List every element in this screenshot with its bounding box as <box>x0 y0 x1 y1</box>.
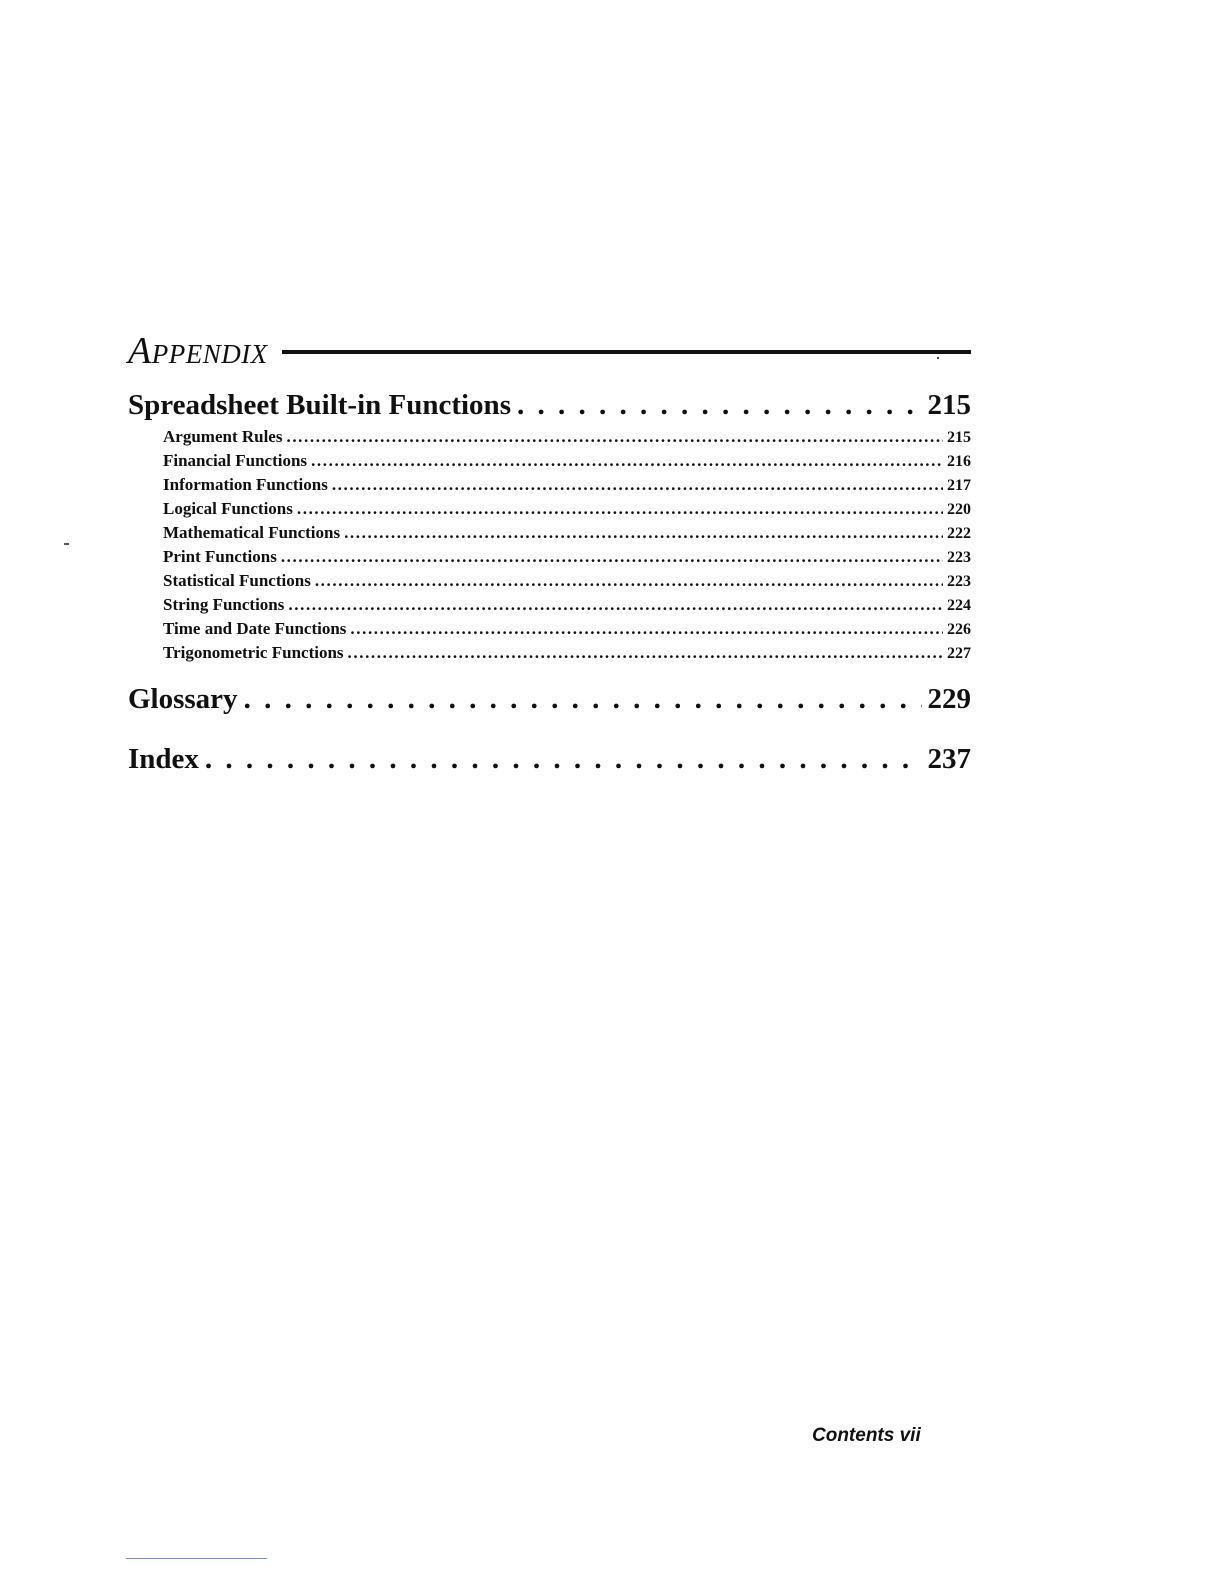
dot-leader <box>350 619 943 639</box>
toc-entry-string-functions[interactable] <box>163 595 971 615</box>
page-footer: Contents vii <box>812 1425 921 1446</box>
toc-entry-label: Mathematical Functions <box>163 523 341 542</box>
appendix-rule <box>282 350 971 354</box>
toc-entry-mathematical-functions[interactable] <box>163 523 971 543</box>
dot-leader <box>281 547 943 567</box>
dot-leader <box>205 743 922 776</box>
toc-entry-label: Logical Functions <box>163 499 293 518</box>
toc-entry-financial-functions[interactable] <box>163 451 971 471</box>
toc-entry-page: 226 <box>947 621 971 638</box>
toc-entry-label: Statistical Functions <box>163 571 311 590</box>
appendix-title <box>128 332 268 370</box>
toc-entry-label: Print Functions <box>163 547 277 566</box>
toc-entry-spreadsheet-functions[interactable] <box>128 389 971 422</box>
toc-entry-information-functions[interactable] <box>163 475 971 495</box>
toc-entry-label: Index <box>128 743 199 775</box>
toc-entry-label: Spreadsheet Built-in Functions <box>128 389 511 421</box>
dot-leader <box>348 643 943 663</box>
dot-leader <box>288 595 943 615</box>
toc-entry-label: String Functions <box>163 595 285 614</box>
dot-leader <box>286 427 943 447</box>
toc-entry-label: Information Functions <box>163 475 328 494</box>
toc-entry-label: Trigonometric Functions <box>163 643 344 662</box>
toc-entry-argument-rules[interactable] <box>163 427 971 447</box>
toc-entry-logical-functions[interactable] <box>163 499 971 519</box>
toc-entry-page: 215 <box>927 389 971 421</box>
toc-entry-time-and-date-functions[interactable] <box>163 619 971 639</box>
toc-entry-statistical-functions[interactable] <box>163 571 971 591</box>
toc-entry-page: 215 <box>947 429 971 446</box>
toc-entry-print-functions[interactable] <box>163 547 971 567</box>
toc-entry-page: 222 <box>947 525 971 542</box>
appendix-title-rest: PPENDIX <box>151 339 268 369</box>
toc-entry-label: Argument Rules <box>163 427 283 446</box>
toc-entry-trigonometric-functions[interactable] <box>163 643 971 663</box>
dot-leader <box>315 571 943 591</box>
toc-entry-page: 223 <box>947 549 971 566</box>
appendix-title-initial: A <box>128 330 152 372</box>
dot-leader <box>244 683 922 716</box>
toc-entry-page: 223 <box>947 573 971 590</box>
toc-entry-label: Glossary <box>128 683 238 715</box>
toc-entry-page: 229 <box>927 683 971 715</box>
stray-mark <box>64 543 69 545</box>
dot-leader <box>311 451 943 471</box>
toc-entry-page: 217 <box>947 477 971 494</box>
toc-entry-page: 220 <box>947 501 971 518</box>
toc-entry-label: Time and Date Functions <box>163 619 347 638</box>
appendix-header <box>128 326 971 376</box>
bottom-rule <box>126 1558 267 1559</box>
toc-entry-page: 237 <box>927 743 971 775</box>
toc-entry-page: 216 <box>947 453 971 470</box>
dot-leader <box>332 475 943 495</box>
toc-entry-page: 224 <box>947 597 971 614</box>
toc-entry-index[interactable] <box>128 743 971 776</box>
toc-entry-glossary[interactable] <box>128 683 971 716</box>
dot-leader <box>517 389 922 422</box>
dot-leader <box>344 523 943 543</box>
dot-leader <box>297 499 943 519</box>
toc-entry-page: 227 <box>947 645 971 662</box>
toc-entry-label: Financial Functions <box>163 451 308 470</box>
stray-dot <box>937 357 939 359</box>
